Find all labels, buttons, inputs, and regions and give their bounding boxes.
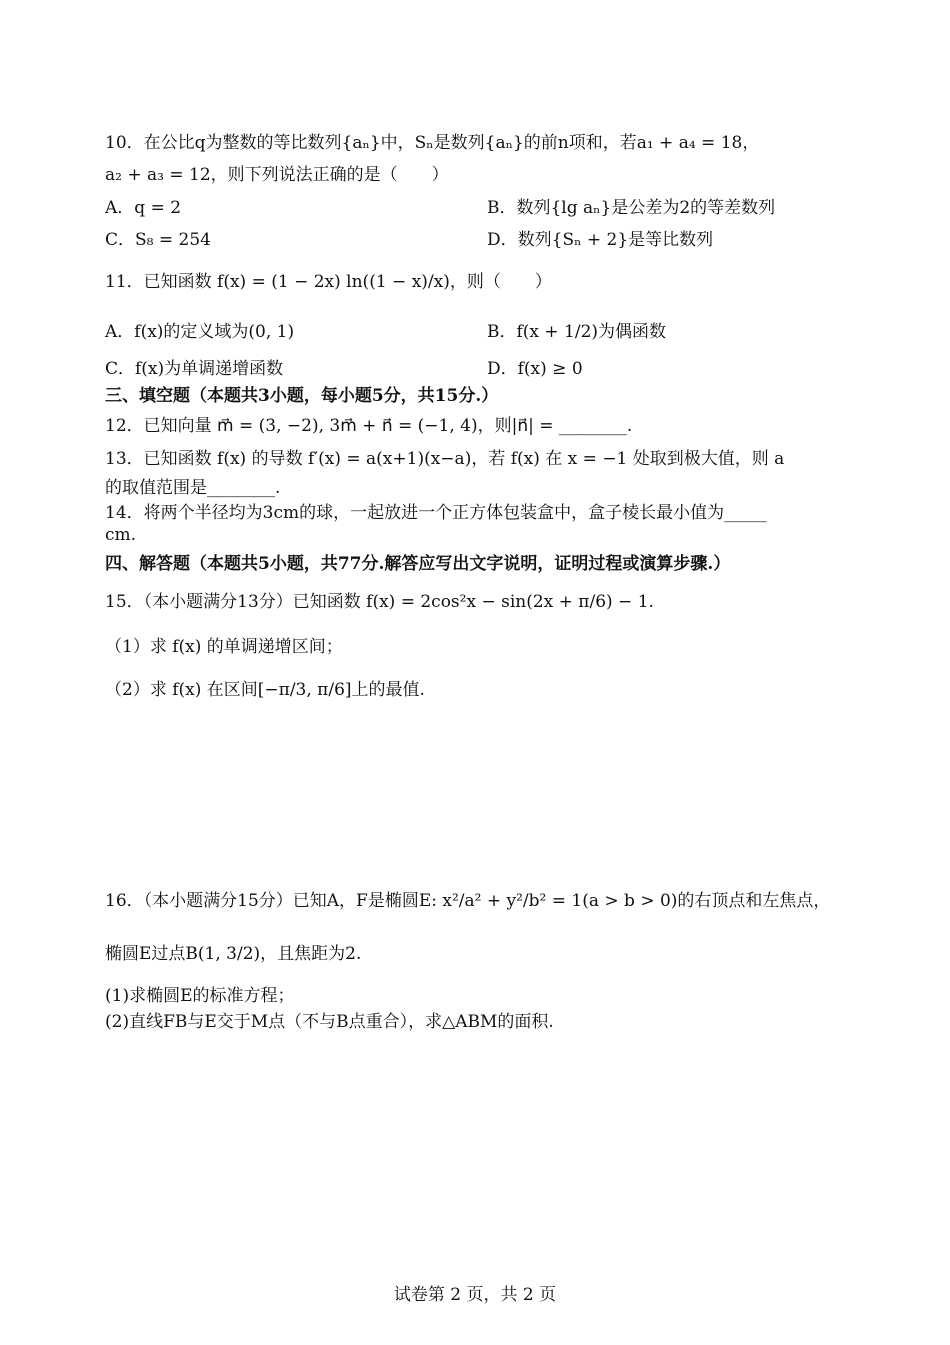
q11-option-d: D．f(x) ≥ 0 <box>487 359 583 379</box>
q10-option-c: C．S₈ = 254 <box>105 230 211 250</box>
q16-part1: (1)求椭圆E的标准方程； <box>105 986 295 1006</box>
section-4-heading: 四、解答题（本题共5小题，共77分.解答应写出文字说明，证明过程或演算步骤.） <box>105 554 731 574</box>
q14-line2: cm. <box>105 525 137 545</box>
q15-part1: （1）求 f(x) 的单调递增区间； <box>105 637 343 657</box>
q16-line1: 16．（本小题满分15分）已知A，F是椭圆E: x²/a² + y²/b² = 1(a > b > 0)的右顶点和左焦点， <box>105 891 831 911</box>
question-12: 12．已知向量 m⃗ = (3, −2), 3m⃗ + n⃗ = (−1, 4)，则|n⃗| = ________. <box>105 416 633 436</box>
q11-stem: 11．已知函数 f(x) = (1 − 2x) ln((1 − x)/x)，则（ ） <box>105 272 552 292</box>
q11-option-a: A．f(x)的定义域为(0, 1) <box>105 322 295 342</box>
q14-line1: 14．将两个半径均为3cm的球，一起放进一个正方体包装盒中，盒子棱长最小值为_____ <box>105 503 767 523</box>
q16-part2: (2)直线FB与E交于M点（不与B点重合），求△ABM的面积. <box>105 1012 554 1032</box>
q11-option-c: C．f(x)为单调递增函数 <box>105 359 284 379</box>
q15-stem: 15．（本小题满分13分）已知函数 f(x) = 2cos²x − sin(2x + π/6) − 1. <box>105 592 654 612</box>
q13-line2: 的取值范围是________. <box>105 478 281 498</box>
section-3-heading: 三、填空题（本题共3小题，每小题5分，共15分.） <box>105 386 499 406</box>
q10-stem-line2: a₂ + a₃ = 12，则下列说法正确的是（ ） <box>105 165 449 185</box>
q10-option-d: D．数列{Sₙ + 2}是等比数列 <box>487 230 714 250</box>
q15-part2: （2）求 f(x) 在区间[−π/3, π/6]上的最值. <box>105 680 425 700</box>
q11-option-b: B．f(x + 1/2)为偶函数 <box>487 322 667 342</box>
q10-option-b: B．数列{lg aₙ}是公差为2的等差数列 <box>487 198 776 218</box>
q16-line2: 椭圆E过点B(1, 3/2)，且焦距为2. <box>105 944 362 964</box>
q10-stem-line1: 10．在公比q为整数的等比数列{aₙ}中，Sₙ是数列{aₙ}的前n项和，若a₁ + a₄ = 18， <box>105 133 760 153</box>
page-footer: 试卷第 2 页，共 2 页 <box>393 1285 557 1305</box>
q13-line1: 13．已知函数 f(x) 的导数 f′(x) = a(x+1)(x−a)，若 f(x) 在 x = −1 处取到极大值，则 a <box>105 449 785 469</box>
q10-option-a: A．q = 2 <box>105 198 182 218</box>
